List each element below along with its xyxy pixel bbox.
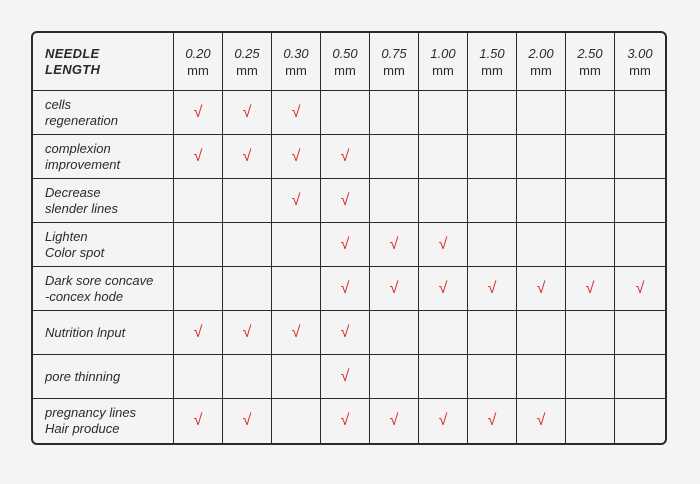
empty-cell — [566, 311, 615, 355]
column-value: 0.50 — [332, 45, 358, 61]
header-line: NEEDLE — [45, 45, 100, 61]
column-header — [419, 33, 468, 91]
check-mark-cell — [321, 267, 370, 311]
row-label-line: pore thinning — [45, 368, 121, 384]
row-label — [33, 311, 174, 355]
check-mark-cell — [174, 91, 223, 135]
empty-cell — [517, 311, 566, 355]
empty-cell — [517, 135, 566, 179]
check-mark-cell — [321, 135, 370, 179]
empty-cell — [370, 91, 419, 135]
column-header — [517, 33, 566, 91]
check-mark-cell — [223, 135, 272, 179]
row-label — [33, 135, 174, 179]
check-mark-icon: √ — [193, 147, 203, 165]
empty-cell — [174, 179, 223, 223]
check-mark-cell — [223, 91, 272, 135]
table-body — [33, 91, 665, 443]
check-mark-cell — [321, 355, 370, 399]
empty-cell — [615, 311, 665, 355]
column-unit: mm — [187, 62, 209, 78]
check-mark-cell — [321, 223, 370, 267]
empty-cell — [517, 355, 566, 399]
empty-cell — [419, 135, 468, 179]
column-unit: mm — [334, 62, 356, 78]
check-mark-cell — [566, 267, 615, 311]
empty-cell — [419, 355, 468, 399]
column-value: 1.50 — [479, 45, 505, 61]
check-mark-icon: √ — [585, 279, 595, 297]
check-mark-icon: √ — [242, 147, 252, 165]
check-mark-icon: √ — [438, 412, 448, 429]
check-mark-cell — [419, 267, 468, 311]
row-label-line: Color spot — [45, 244, 105, 260]
column-unit: mm — [530, 62, 552, 78]
check-mark-icon: √ — [635, 279, 645, 297]
empty-cell — [517, 179, 566, 223]
empty-cell — [370, 179, 419, 223]
table-row — [33, 223, 665, 267]
check-mark-icon: √ — [389, 235, 399, 253]
empty-cell — [370, 355, 419, 399]
empty-cell — [566, 91, 615, 135]
empty-cell — [615, 223, 665, 267]
empty-cell — [370, 135, 419, 179]
empty-cell — [223, 267, 272, 311]
empty-cell — [615, 179, 665, 223]
column-unit: mm — [629, 62, 651, 78]
row-label-line: slender lines — [45, 200, 118, 216]
empty-cell — [272, 267, 321, 311]
check-mark-icon: √ — [291, 103, 301, 121]
empty-cell — [566, 223, 615, 267]
empty-cell — [468, 135, 517, 179]
check-mark-icon: √ — [340, 235, 350, 253]
empty-cell — [517, 91, 566, 135]
check-mark-icon: √ — [340, 412, 350, 429]
needle-length-table — [31, 31, 667, 445]
check-mark-cell — [321, 179, 370, 223]
column-value: 2.50 — [577, 45, 603, 61]
check-mark-icon: √ — [193, 103, 203, 121]
empty-cell — [468, 91, 517, 135]
table-row — [33, 399, 665, 443]
check-mark-cell — [321, 311, 370, 355]
check-mark-icon: √ — [291, 191, 301, 209]
column-unit: mm — [579, 62, 601, 78]
column-unit: mm — [481, 62, 503, 78]
column-header — [566, 33, 615, 91]
row-label-line: -concex hode — [45, 288, 124, 304]
empty-cell — [615, 135, 665, 179]
column-value: 0.25 — [234, 45, 260, 61]
empty-cell — [419, 311, 468, 355]
check-mark-icon: √ — [389, 279, 399, 297]
empty-cell — [566, 399, 615, 443]
column-value: 0.75 — [381, 45, 407, 61]
check-mark-icon: √ — [291, 147, 301, 165]
empty-cell — [566, 179, 615, 223]
column-unit: mm — [236, 62, 258, 78]
empty-cell — [615, 355, 665, 399]
check-mark-icon: √ — [487, 279, 497, 297]
header-row — [33, 33, 665, 91]
check-mark-icon: √ — [242, 412, 252, 429]
row-label — [33, 179, 174, 223]
check-mark-icon: √ — [340, 191, 350, 209]
check-mark-cell — [272, 135, 321, 179]
check-mark-cell — [370, 399, 419, 443]
empty-cell — [321, 91, 370, 135]
check-mark-icon: √ — [242, 323, 252, 341]
check-mark-cell — [615, 267, 665, 311]
column-header — [321, 33, 370, 91]
row-label-line: improvement — [45, 156, 121, 172]
check-mark-cell — [174, 399, 223, 443]
column-value: 2.00 — [528, 45, 554, 61]
empty-cell — [223, 223, 272, 267]
row-label-line: Decrease — [45, 184, 101, 200]
check-mark-cell — [272, 311, 321, 355]
check-mark-icon: √ — [340, 367, 350, 385]
column-header — [223, 33, 272, 91]
row-label-line: Lighten — [45, 228, 88, 244]
row-label-line: pregnancy lines — [45, 405, 137, 420]
column-header — [468, 33, 517, 91]
check-mark-icon: √ — [193, 323, 203, 341]
column-value: 3.00 — [627, 45, 653, 61]
column-unit: mm — [285, 62, 307, 78]
empty-cell — [370, 311, 419, 355]
check-mark-cell — [517, 399, 566, 443]
empty-cell — [468, 311, 517, 355]
check-mark-cell — [223, 399, 272, 443]
empty-cell — [272, 399, 321, 443]
check-mark-icon: √ — [340, 279, 350, 297]
column-unit: mm — [383, 62, 405, 78]
row-label-line: Dark sore concave — [45, 272, 154, 288]
table-row — [33, 311, 665, 355]
empty-cell — [419, 179, 468, 223]
table-row — [33, 179, 665, 223]
table-row — [33, 135, 665, 179]
needle-length-header — [33, 33, 174, 91]
check-mark-cell — [419, 223, 468, 267]
check-mark-icon: √ — [291, 323, 301, 341]
check-mark-cell — [272, 179, 321, 223]
row-label — [33, 399, 174, 443]
check-mark-cell — [468, 399, 517, 443]
check-mark-cell — [468, 267, 517, 311]
check-mark-icon: √ — [242, 103, 252, 121]
check-mark-icon: √ — [487, 412, 497, 429]
row-label-line: Nutrition lnput — [45, 324, 126, 340]
check-mark-icon: √ — [340, 147, 350, 165]
empty-cell — [615, 399, 665, 443]
column-value: 0.30 — [283, 45, 309, 61]
column-unit: mm — [432, 62, 454, 78]
empty-cell — [272, 355, 321, 399]
check-mark-icon: √ — [340, 323, 350, 341]
column-header — [272, 33, 321, 91]
check-mark-cell — [517, 267, 566, 311]
empty-cell — [419, 91, 468, 135]
row-label — [33, 223, 174, 267]
check-mark-icon: √ — [536, 412, 546, 429]
empty-cell — [566, 135, 615, 179]
column-value: 0.20 — [185, 45, 211, 61]
column-header — [370, 33, 419, 91]
check-mark-cell — [272, 91, 321, 135]
empty-cell — [223, 355, 272, 399]
empty-cell — [174, 355, 223, 399]
empty-cell — [566, 355, 615, 399]
table-row — [33, 267, 665, 311]
empty-cell — [517, 223, 566, 267]
empty-cell — [468, 223, 517, 267]
row-label — [33, 91, 174, 135]
header-line: LENGTH — [45, 61, 101, 77]
check-mark-cell — [419, 399, 468, 443]
table-row — [33, 91, 665, 135]
check-mark-cell — [321, 399, 370, 443]
row-label-line: regeneration — [45, 112, 118, 128]
empty-cell — [615, 91, 665, 135]
column-header — [615, 33, 665, 91]
check-mark-cell — [370, 267, 419, 311]
column-header — [174, 33, 223, 91]
empty-cell — [272, 223, 321, 267]
row-label — [33, 355, 174, 399]
check-mark-icon: √ — [536, 279, 546, 297]
check-mark-icon: √ — [438, 235, 448, 253]
row-label-line: cells — [45, 96, 72, 112]
column-value: 1.00 — [430, 45, 456, 61]
row-label-line: complexion — [45, 140, 111, 156]
check-mark-cell — [223, 311, 272, 355]
empty-cell — [468, 355, 517, 399]
check-mark-icon: √ — [389, 412, 399, 429]
check-mark-cell — [370, 223, 419, 267]
row-label-line: Hair produce — [45, 421, 120, 436]
check-mark-icon: √ — [193, 412, 203, 429]
empty-cell — [174, 267, 223, 311]
empty-cell — [174, 223, 223, 267]
check-mark-cell — [174, 135, 223, 179]
row-label — [33, 267, 174, 311]
empty-cell — [468, 179, 517, 223]
check-mark-cell — [174, 311, 223, 355]
table-row — [33, 355, 665, 399]
empty-cell — [223, 179, 272, 223]
check-mark-icon: √ — [438, 279, 448, 297]
